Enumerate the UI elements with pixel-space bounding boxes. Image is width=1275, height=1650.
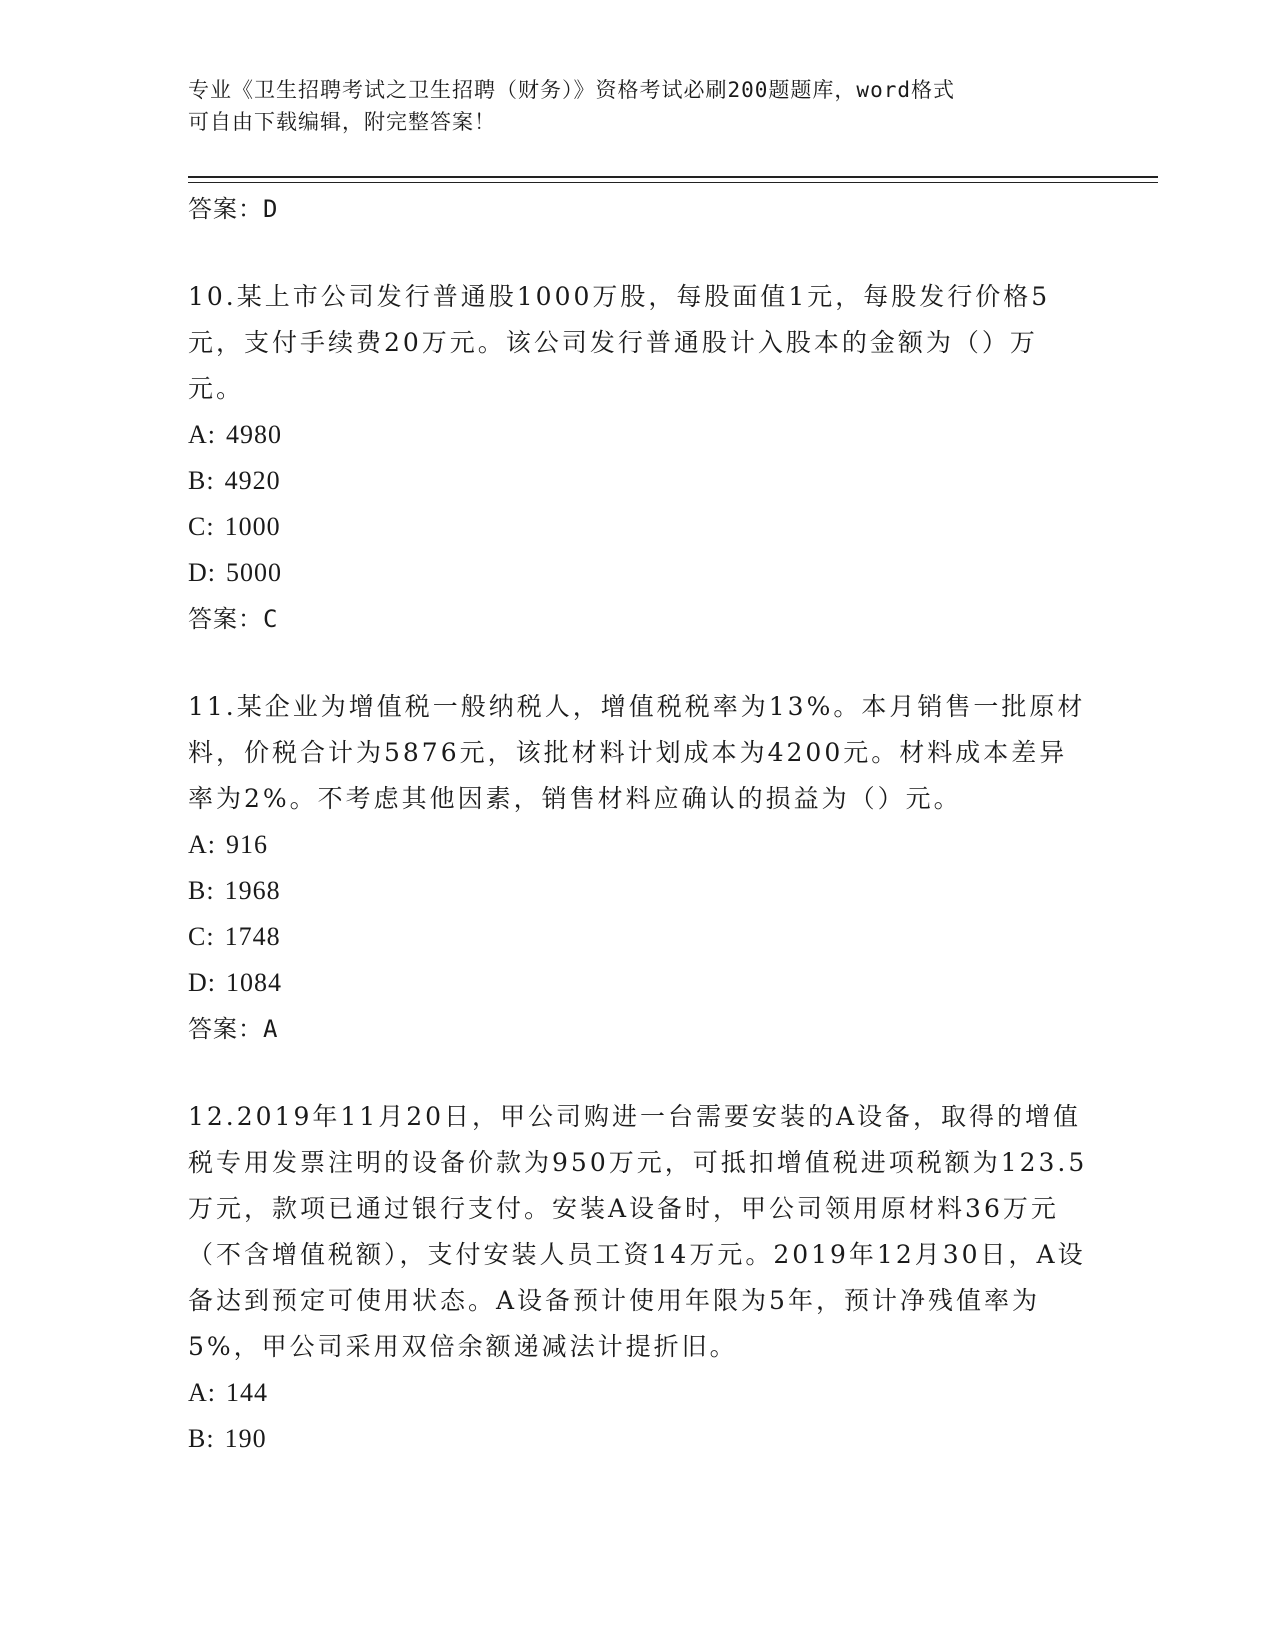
option-b bbox=[188, 868, 1088, 914]
option-b bbox=[188, 1416, 1088, 1462]
question-text: 12.2019年11月20日，甲公司购进一台需要安装的A设备，取得的增值税专用发票注明的设备价款为950万元，可抵扣增值税进项税额为123.5万元，款项已通过银行支付。安装A设备时，甲公司领用原材料36万元（不含增值税额），支付安装人员工资14万元。2019年12月30日，A设备达到预定可使用状态。A设备预计使用年限为5年，预计净残值率为5%，甲公司采用双倍余额递减法计提折旧。 bbox=[188, 1102, 1088, 1361]
option-value: 144 bbox=[226, 1378, 268, 1407]
question-10 bbox=[188, 274, 1088, 642]
document-header bbox=[188, 74, 1088, 138]
header-divider-thin bbox=[188, 182, 1158, 183]
header-divider-thick bbox=[188, 176, 1158, 178]
question-text: 11.某企业为增值税一般纳税人，增值税税率为13%。本月销售一批原材料，价税合计为5876元，该批材料计划成本为4200元。材料成本差异率为2%。不考虑其他因素，销售材料应确认的损益为（）元。 bbox=[188, 692, 1086, 813]
option-label: A: bbox=[188, 420, 216, 449]
option-value: 1000 bbox=[224, 512, 281, 541]
option-label: C: bbox=[188, 512, 215, 541]
option-value: 4980 bbox=[226, 420, 282, 449]
option-label: A: bbox=[188, 1378, 216, 1407]
option-label: D: bbox=[188, 558, 216, 587]
option-c bbox=[188, 914, 1088, 960]
option-label: B: bbox=[188, 876, 215, 905]
option-value: 1748 bbox=[224, 922, 281, 951]
option-label: B: bbox=[188, 466, 215, 495]
question-11 bbox=[188, 684, 1088, 1052]
option-label: D: bbox=[188, 968, 216, 997]
answer-line: 答案：A bbox=[188, 1015, 279, 1043]
answer-line: 答案：C bbox=[188, 605, 279, 633]
option-value: 1084 bbox=[226, 968, 282, 997]
option-list bbox=[188, 1370, 1088, 1462]
option-list bbox=[188, 822, 1088, 1006]
question-12 bbox=[188, 1094, 1088, 1462]
option-label: A: bbox=[188, 830, 216, 859]
previous-answer: 答案：D bbox=[188, 195, 279, 223]
header-line-2: 可自由下载编辑，附完整答案！ bbox=[188, 110, 496, 134]
option-label: C: bbox=[188, 922, 215, 951]
question-text: 10.某上市公司发行普通股1000万股，每股面值1元，每股发行价格5元，支付手续费20万元。该公司发行普通股计入股本的金额为（）万元。 bbox=[188, 282, 1051, 403]
option-value: 4920 bbox=[224, 466, 281, 495]
option-b bbox=[188, 458, 1088, 504]
option-c bbox=[188, 504, 1088, 550]
document-body bbox=[188, 186, 1088, 1462]
option-a bbox=[188, 822, 1088, 868]
option-value: 916 bbox=[226, 830, 268, 859]
option-value: 5000 bbox=[226, 558, 282, 587]
option-a bbox=[188, 412, 1088, 458]
option-d bbox=[188, 960, 1088, 1006]
option-value: 1968 bbox=[224, 876, 281, 905]
option-a bbox=[188, 1370, 1088, 1416]
option-value: 190 bbox=[224, 1424, 267, 1453]
header-line-1: 专业《卫生招聘考试之卫生招聘（财务）》资格考试必刷200题题库，word格式 bbox=[188, 78, 955, 102]
option-d bbox=[188, 550, 1088, 596]
option-list bbox=[188, 412, 1088, 596]
option-label: B: bbox=[188, 1424, 215, 1453]
